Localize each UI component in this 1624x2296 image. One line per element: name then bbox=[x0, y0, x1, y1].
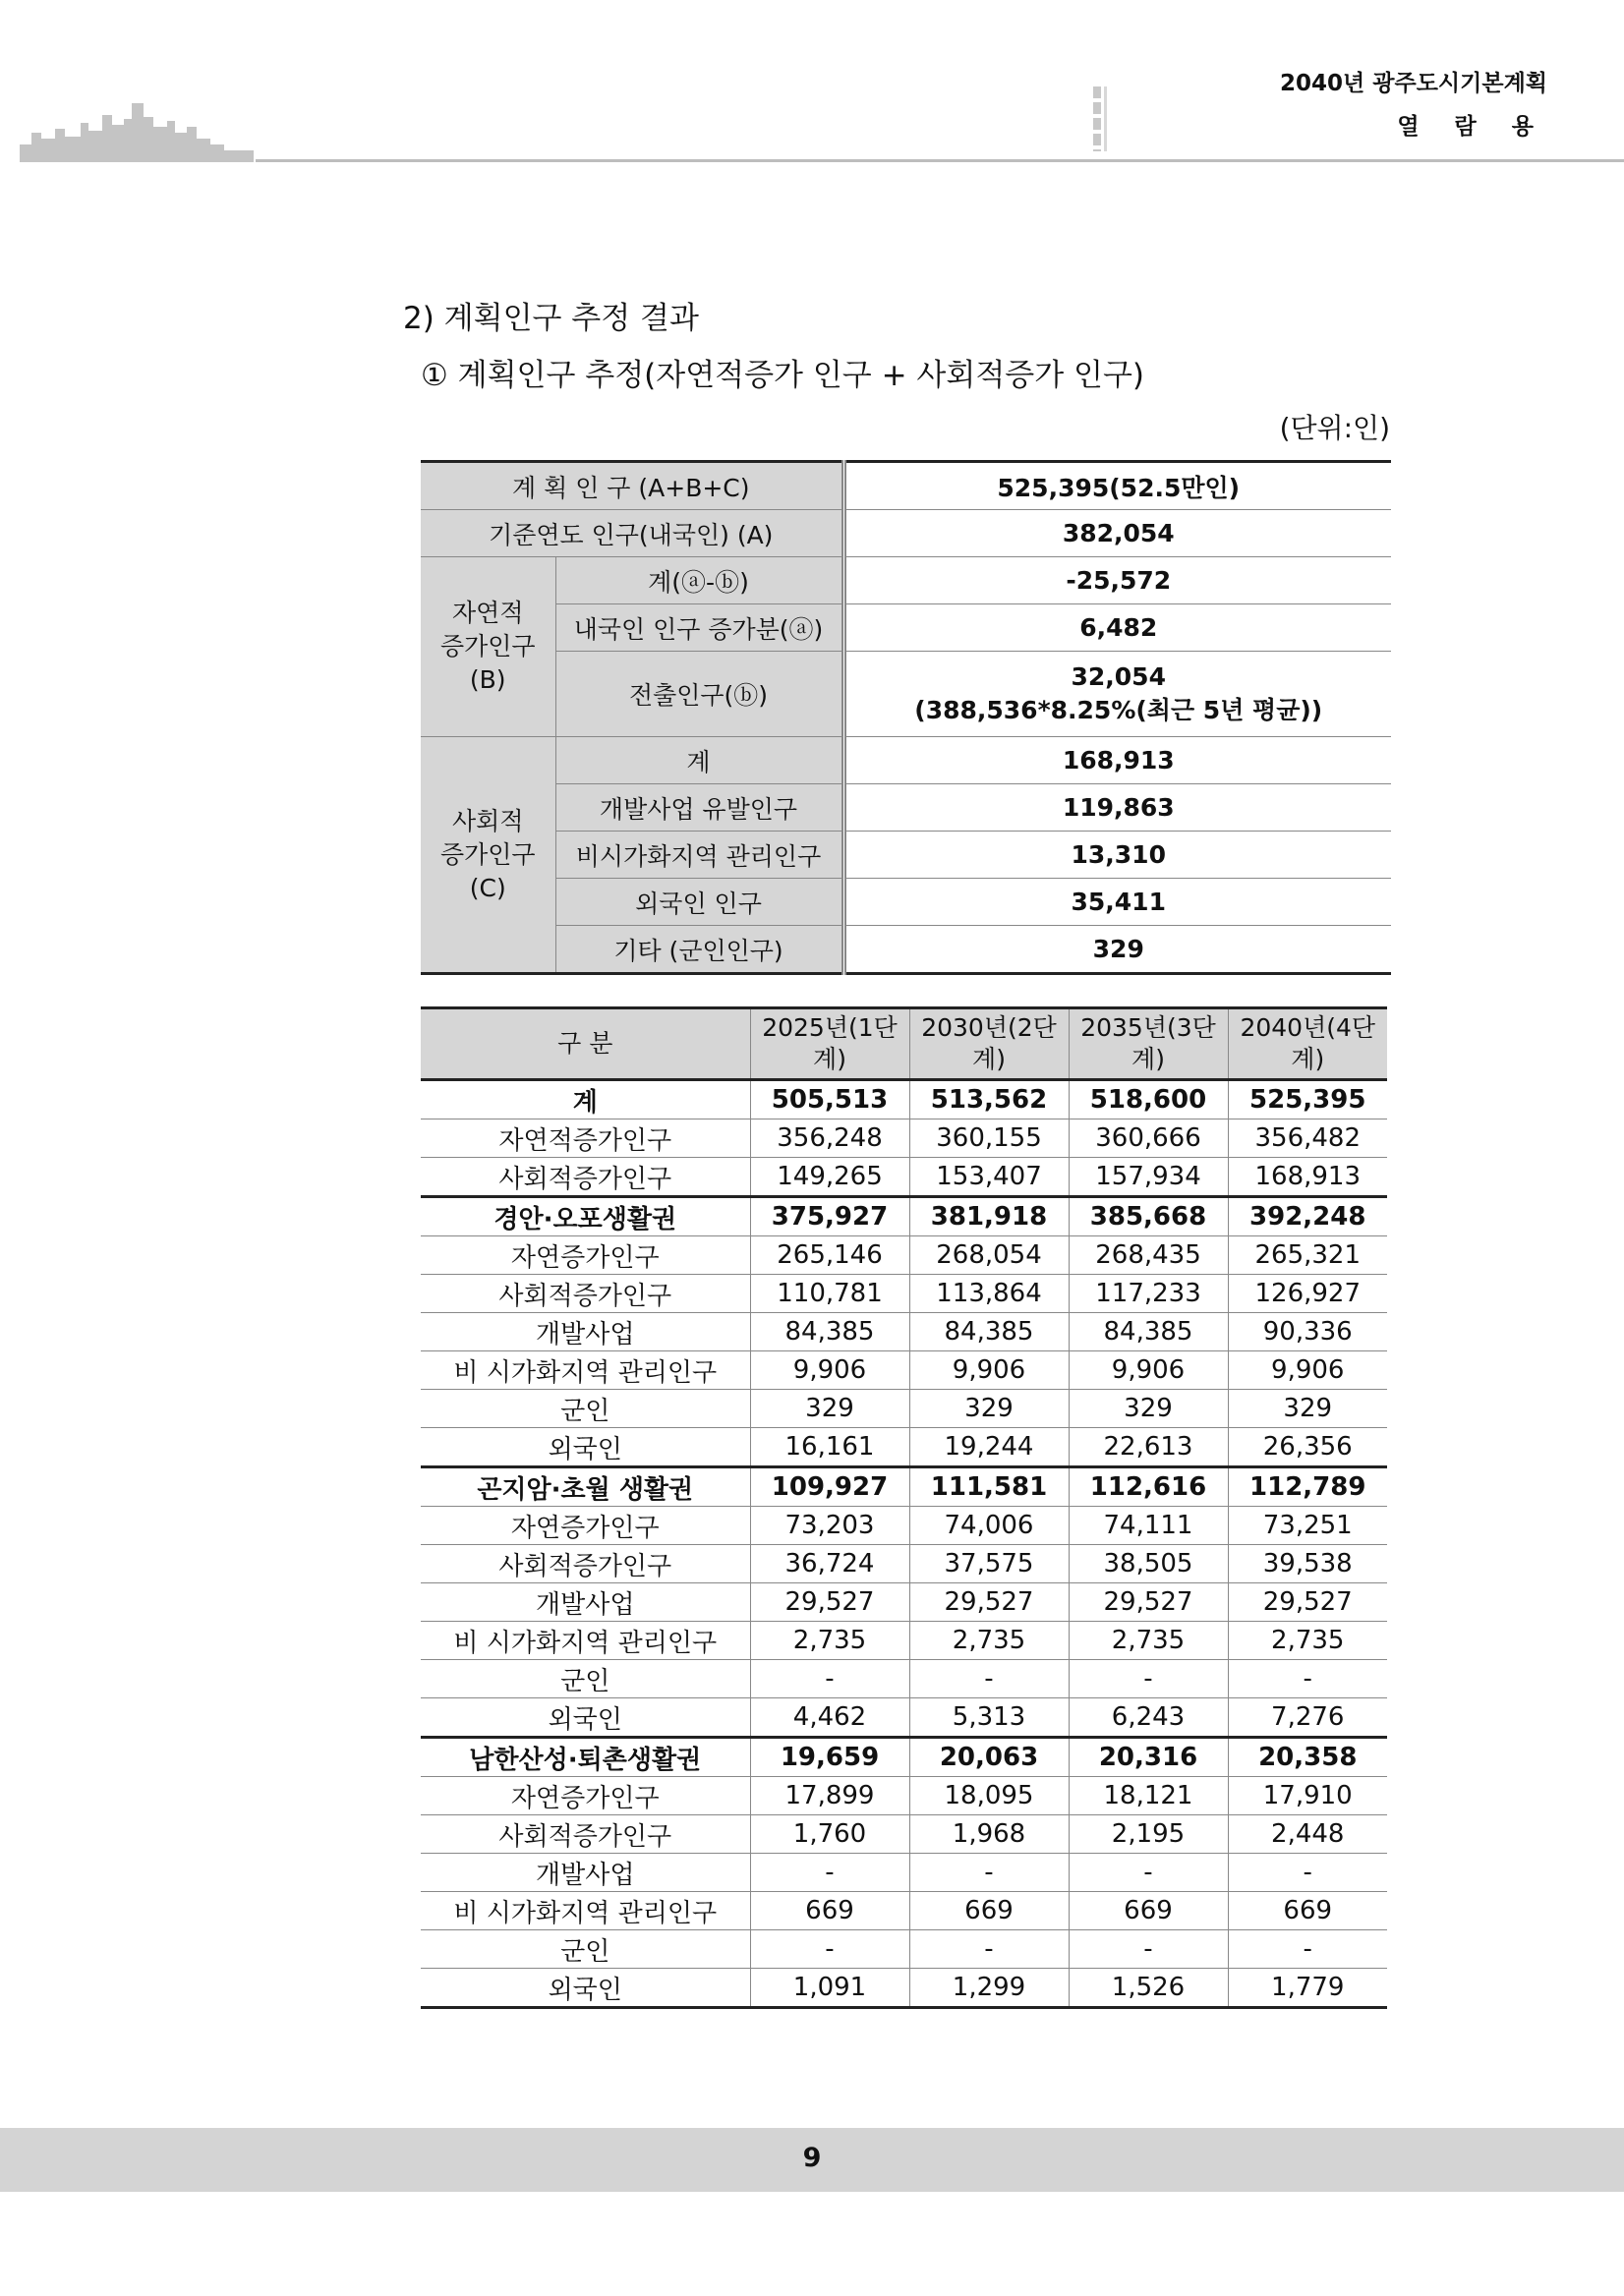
year-header: 2035년(3단계) bbox=[1069, 1008, 1228, 1080]
row-value: 18,095 bbox=[909, 1777, 1069, 1815]
category-header: 구 분 bbox=[421, 1008, 750, 1080]
row-value: - bbox=[909, 1930, 1069, 1969]
row-value: 1,760 bbox=[750, 1815, 909, 1854]
section-title: 2) 계획인구 추정 결과 bbox=[403, 301, 699, 336]
row-value: 109,927 bbox=[750, 1467, 909, 1507]
row-value: 19,659 bbox=[750, 1738, 909, 1777]
planned-population-table bbox=[421, 460, 1391, 975]
row-value: 385,668 bbox=[1069, 1197, 1228, 1236]
row-label: 기타 (군인인구) bbox=[555, 926, 843, 974]
row-value: 73,251 bbox=[1228, 1507, 1387, 1545]
row-label: 자연증가인구 bbox=[421, 1777, 750, 1815]
table-row bbox=[421, 1545, 1387, 1583]
row-value: 39,538 bbox=[1228, 1545, 1387, 1583]
row-value: 2,448 bbox=[1228, 1815, 1387, 1854]
table-row bbox=[421, 1119, 1387, 1158]
row-label: 외국인 인구 bbox=[555, 879, 843, 926]
base-population-value: 382,054 bbox=[843, 510, 1391, 557]
row-value: 113,864 bbox=[909, 1275, 1069, 1313]
row-value: 84,385 bbox=[909, 1313, 1069, 1351]
row-label: 곤지암·초월 생활권 bbox=[421, 1467, 750, 1507]
row-label: 비 시가화지역 관리인구 bbox=[421, 1622, 750, 1660]
row-value: 84,385 bbox=[1069, 1313, 1228, 1351]
table-row bbox=[421, 462, 1391, 510]
page-number: 9 bbox=[802, 2143, 822, 2173]
table-row bbox=[421, 1158, 1387, 1197]
row-label: 사회적증가인구 bbox=[421, 1815, 750, 1854]
stage-population-table bbox=[421, 1006, 1387, 2009]
row-value: - bbox=[909, 1660, 1069, 1698]
table-row bbox=[421, 1854, 1387, 1892]
table-row bbox=[421, 1815, 1387, 1854]
table-row bbox=[421, 784, 1391, 832]
row-label: 사회적증가인구 bbox=[421, 1275, 750, 1313]
row-value: 126,927 bbox=[1228, 1275, 1387, 1313]
row-value: 84,385 bbox=[750, 1313, 909, 1351]
row-value: - bbox=[750, 1854, 909, 1892]
row-value: 74,006 bbox=[909, 1507, 1069, 1545]
row-value: 9,906 bbox=[1069, 1351, 1228, 1390]
row-value: 26,356 bbox=[1228, 1428, 1387, 1467]
row-value: 20,316 bbox=[1069, 1738, 1228, 1777]
row-label: 외국인 bbox=[421, 1428, 750, 1467]
table-row bbox=[421, 1930, 1387, 1969]
row-label: 사회적증가인구 bbox=[421, 1158, 750, 1197]
row-value: 669 bbox=[1069, 1892, 1228, 1930]
subsection-title: ① 계획인구 추정(자연적증가 인구 + 사회적증가 인구) bbox=[421, 358, 1144, 393]
row-value: - bbox=[750, 1660, 909, 1698]
table-row bbox=[421, 1428, 1387, 1467]
city-skyline-logo bbox=[20, 93, 265, 162]
row-value: 20,358 bbox=[1228, 1738, 1387, 1777]
row-value: 381,918 bbox=[909, 1197, 1069, 1236]
row-value: 29,527 bbox=[750, 1583, 909, 1622]
row-label: 군인 bbox=[421, 1930, 750, 1969]
row-value: 29,527 bbox=[1228, 1583, 1387, 1622]
table-row bbox=[421, 1467, 1387, 1507]
row-label: 전출인구(ⓑ) bbox=[555, 652, 843, 737]
row-value: 360,666 bbox=[1069, 1119, 1228, 1158]
table-row bbox=[421, 1351, 1387, 1390]
row-value: 2,735 bbox=[1228, 1622, 1387, 1660]
row-value: 6,482 bbox=[843, 604, 1391, 652]
row-label: 자연증가인구 bbox=[421, 1507, 750, 1545]
row-value: 360,155 bbox=[909, 1119, 1069, 1158]
row-value: 2,735 bbox=[909, 1622, 1069, 1660]
row-value: 13,310 bbox=[843, 832, 1391, 879]
row-value: 268,054 bbox=[909, 1236, 1069, 1275]
row-value: - bbox=[1069, 1854, 1228, 1892]
row-value: 17,899 bbox=[750, 1777, 909, 1815]
row-value: 518,600 bbox=[1069, 1080, 1228, 1119]
planned-population-label: 계 획 인 구 (A+B+C) bbox=[421, 462, 843, 510]
row-value: 37,575 bbox=[909, 1545, 1069, 1583]
row-value: 111,581 bbox=[909, 1467, 1069, 1507]
row-label: 자연적증가인구 bbox=[421, 1119, 750, 1158]
row-value: 1,526 bbox=[1069, 1969, 1228, 2008]
table-row bbox=[421, 510, 1391, 557]
row-value: 329 bbox=[1069, 1390, 1228, 1428]
row-value: 1,968 bbox=[909, 1815, 1069, 1854]
table-row bbox=[421, 1969, 1387, 2008]
row-value: 265,321 bbox=[1228, 1236, 1387, 1275]
table-row bbox=[421, 1738, 1387, 1777]
row-value: 29,527 bbox=[1069, 1583, 1228, 1622]
row-value: 669 bbox=[909, 1892, 1069, 1930]
row-value: 110,781 bbox=[750, 1275, 909, 1313]
header-rule bbox=[256, 159, 1624, 162]
table-row bbox=[421, 1236, 1387, 1275]
row-value: - bbox=[909, 1854, 1069, 1892]
table-row bbox=[421, 1313, 1387, 1351]
row-label: 군인 bbox=[421, 1660, 750, 1698]
row-value: 1,779 bbox=[1228, 1969, 1387, 2008]
row-label: 남한산성·퇴촌생활권 bbox=[421, 1738, 750, 1777]
row-label: 계 bbox=[421, 1080, 750, 1119]
table-row bbox=[421, 1892, 1387, 1930]
row-label: 내국인 인구 증가분(ⓐ) bbox=[555, 604, 843, 652]
row-value: 2,195 bbox=[1069, 1815, 1228, 1854]
row-value: 35,411 bbox=[843, 879, 1391, 926]
row-value: 513,562 bbox=[909, 1080, 1069, 1119]
row-value: 6,243 bbox=[1069, 1698, 1228, 1738]
table-row bbox=[421, 652, 1391, 737]
row-value: 329 bbox=[1228, 1390, 1387, 1428]
table-row bbox=[421, 1583, 1387, 1622]
row-label: 사회적증가인구 bbox=[421, 1545, 750, 1583]
row-value: 5,313 bbox=[909, 1698, 1069, 1738]
document-subtitle: 열 람 용 bbox=[1397, 114, 1547, 140]
row-value: 32,054 (388,536*8.25%(최근 5년 평균)) bbox=[843, 652, 1391, 737]
row-label: 개발사업 bbox=[421, 1583, 750, 1622]
row-value: 9,906 bbox=[1228, 1351, 1387, 1390]
row-value: 153,407 bbox=[909, 1158, 1069, 1197]
row-value: 17,910 bbox=[1228, 1777, 1387, 1815]
row-value: 356,248 bbox=[750, 1119, 909, 1158]
row-value: 19,244 bbox=[909, 1428, 1069, 1467]
row-value: 329 bbox=[909, 1390, 1069, 1428]
row-value: 268,435 bbox=[1069, 1236, 1228, 1275]
table-row bbox=[421, 1622, 1387, 1660]
row-label: 비 시가화지역 관리인구 bbox=[421, 1351, 750, 1390]
row-value: 9,906 bbox=[909, 1351, 1069, 1390]
row-value: 112,789 bbox=[1228, 1467, 1387, 1507]
row-label: 군인 bbox=[421, 1390, 750, 1428]
row-value: 9,906 bbox=[750, 1351, 909, 1390]
header-divider-line bbox=[1104, 86, 1107, 151]
table-row bbox=[421, 1660, 1387, 1698]
row-value: 2,735 bbox=[1069, 1622, 1228, 1660]
row-value: 73,203 bbox=[750, 1507, 909, 1545]
row-value: 36,724 bbox=[750, 1545, 909, 1583]
base-population-label: 기준연도 인구(내국인) (A) bbox=[421, 510, 843, 557]
table-row bbox=[421, 1080, 1387, 1119]
row-value: 329 bbox=[843, 926, 1391, 974]
row-value: 22,613 bbox=[1069, 1428, 1228, 1467]
row-value: 329 bbox=[750, 1390, 909, 1428]
row-value: - bbox=[1069, 1930, 1228, 1969]
table-row bbox=[421, 832, 1391, 879]
row-value: 356,482 bbox=[1228, 1119, 1387, 1158]
year-header: 2025년(1단계) bbox=[750, 1008, 909, 1080]
row-label: 개발사업 bbox=[421, 1854, 750, 1892]
row-value: 157,934 bbox=[1069, 1158, 1228, 1197]
unit-label: (단위:인) bbox=[1279, 412, 1390, 444]
header-divider bbox=[1093, 86, 1101, 151]
row-value: 669 bbox=[750, 1892, 909, 1930]
year-header: 2040년(4단계) bbox=[1228, 1008, 1387, 1080]
table-row bbox=[421, 1698, 1387, 1738]
table-row bbox=[421, 926, 1391, 974]
table-row bbox=[421, 879, 1391, 926]
table-row bbox=[421, 1507, 1387, 1545]
table-row bbox=[421, 557, 1391, 604]
row-value: 7,276 bbox=[1228, 1698, 1387, 1738]
row-value: 2,735 bbox=[750, 1622, 909, 1660]
table-row bbox=[421, 1197, 1387, 1236]
row-label: 계(ⓐ-ⓑ) bbox=[555, 557, 843, 604]
row-label: 계 bbox=[555, 737, 843, 784]
row-value: -25,572 bbox=[843, 557, 1391, 604]
row-value: 505,513 bbox=[750, 1080, 909, 1119]
table-row bbox=[421, 737, 1391, 784]
row-value: 4,462 bbox=[750, 1698, 909, 1738]
row-value: 18,121 bbox=[1069, 1777, 1228, 1815]
row-label: 비시가화지역 관리인구 bbox=[555, 832, 843, 879]
row-label: 자연증가인구 bbox=[421, 1236, 750, 1275]
row-label: 개발사업 유발인구 bbox=[555, 784, 843, 832]
row-value: 112,616 bbox=[1069, 1467, 1228, 1507]
row-value: 669 bbox=[1228, 1892, 1387, 1930]
row-label: 경안·오포생활권 bbox=[421, 1197, 750, 1236]
row-label: 외국인 bbox=[421, 1698, 750, 1738]
row-value: 1,299 bbox=[909, 1969, 1069, 2008]
row-value: 38,505 bbox=[1069, 1545, 1228, 1583]
table-row bbox=[421, 604, 1391, 652]
row-value: - bbox=[1228, 1854, 1387, 1892]
social-increase-group: 사회적 증가인구 (C) bbox=[421, 737, 555, 974]
row-value: 29,527 bbox=[909, 1583, 1069, 1622]
row-value: - bbox=[1069, 1660, 1228, 1698]
row-value: 1,091 bbox=[750, 1969, 909, 2008]
document-title: 2040년 광주도시기본계획 bbox=[1280, 71, 1547, 96]
table-row bbox=[421, 1275, 1387, 1313]
row-value: 525,395 bbox=[1249, 1085, 1366, 1115]
row-value: 392,248 bbox=[1228, 1197, 1387, 1236]
table-row bbox=[421, 1777, 1387, 1815]
row-value: - bbox=[1228, 1660, 1387, 1698]
row-value: 149,265 bbox=[750, 1158, 909, 1197]
row-label: 개발사업 bbox=[421, 1313, 750, 1351]
row-value: 168,913 bbox=[1228, 1158, 1387, 1197]
table-header-row bbox=[421, 1008, 1387, 1080]
planned-population-value: 525,395(52.5만인) bbox=[843, 462, 1391, 510]
row-value: 90,336 bbox=[1228, 1313, 1387, 1351]
row-label: 비 시가화지역 관리인구 bbox=[421, 1892, 750, 1930]
row-value: 20,063 bbox=[909, 1738, 1069, 1777]
year-header: 2030년(2단계) bbox=[909, 1008, 1069, 1080]
row-value: 74,111 bbox=[1069, 1507, 1228, 1545]
table-row bbox=[421, 1390, 1387, 1428]
row-value: 119,863 bbox=[843, 784, 1391, 832]
row-value: - bbox=[750, 1930, 909, 1969]
row-value: 265,146 bbox=[750, 1236, 909, 1275]
row-value: - bbox=[1228, 1930, 1387, 1969]
natural-increase-group: 자연적 증가인구 (B) bbox=[421, 557, 555, 737]
row-value: 16,161 bbox=[750, 1428, 909, 1467]
row-label: 외국인 bbox=[421, 1969, 750, 2008]
row-value: 117,233 bbox=[1069, 1275, 1228, 1313]
row-value: 168,913 bbox=[843, 737, 1391, 784]
row-value: 375,927 bbox=[750, 1197, 909, 1236]
